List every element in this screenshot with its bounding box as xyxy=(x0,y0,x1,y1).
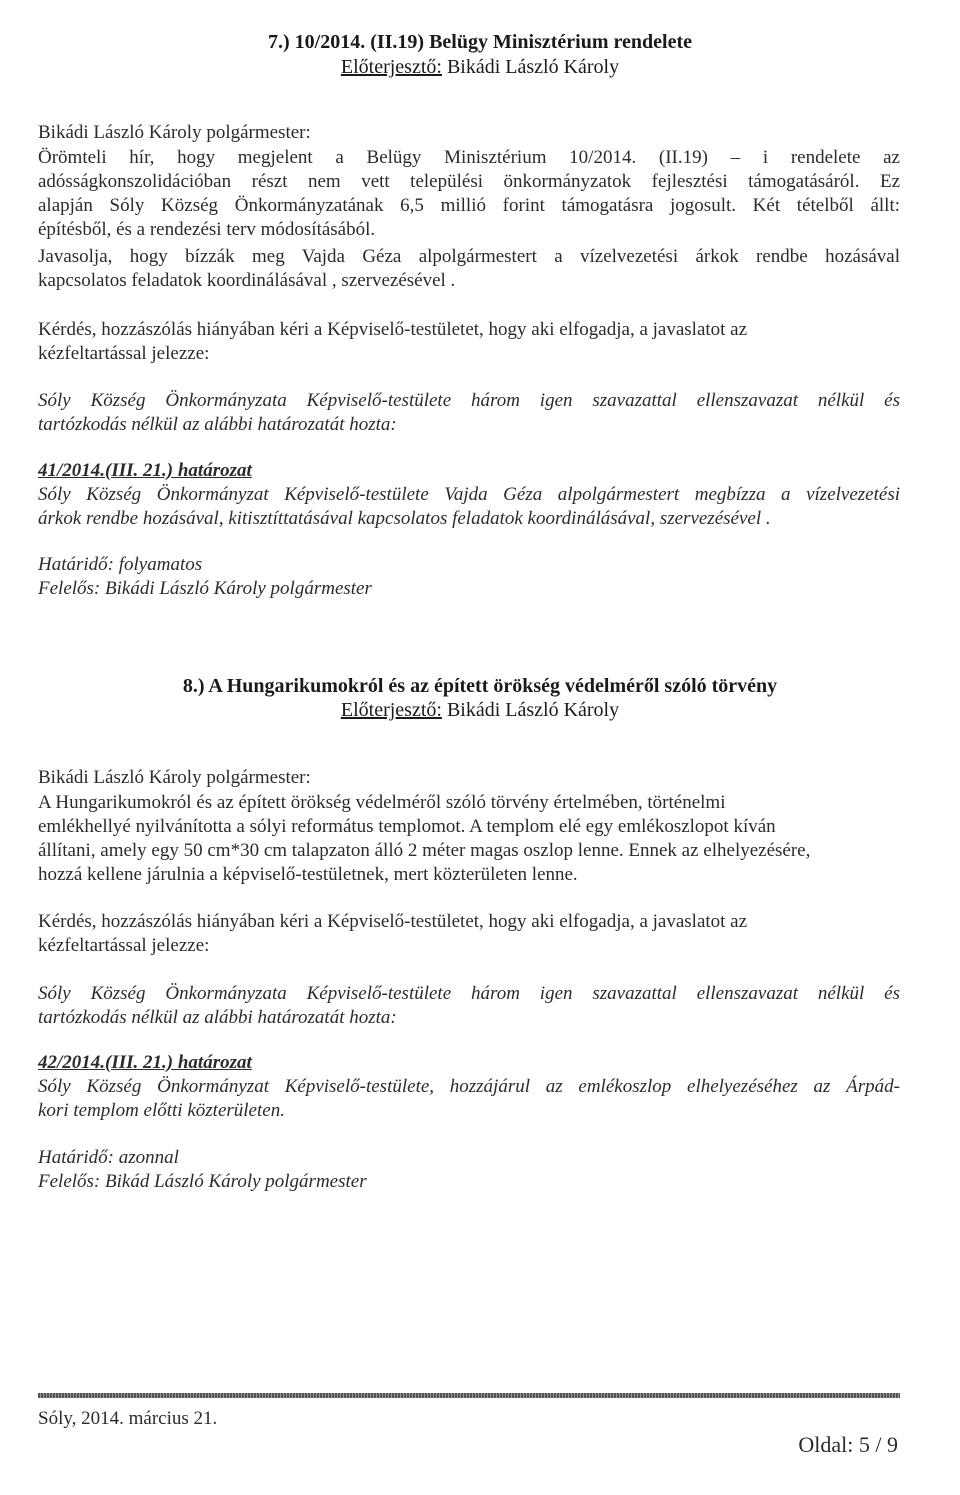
section7-para1-line: adósságkonszolidációban részt nem vett települési önkormányzatok fejlesztési támogatásáról. Ez xyxy=(38,171,900,192)
section8-vote-line: tartózkodás nélkül az alábbi határozatát hozta: xyxy=(38,1007,397,1028)
section7-presenter xyxy=(0,55,960,79)
footer-divider xyxy=(38,1393,900,1398)
section7-speaker: Bikádi László Károly polgármester: xyxy=(38,122,311,143)
section7-para1-line: Örömteli hír, hogy megjelent a Belügy Minisztérium 10/2014. (II.19) – i rendelete az xyxy=(38,147,900,168)
page-number: Oldal: 5 / 9 xyxy=(798,1432,898,1457)
section7-title: 7.) 10/2014. (II.19) Belügy Minisztérium rendelete xyxy=(267,31,692,53)
section7-para2-line: Javasolja, hogy bízzák meg Vajda Géza alpolgármestert a vízelvezetési árkok rendbe hozásával xyxy=(38,246,900,267)
section8-speaker: Bikádi László Károly polgármester: xyxy=(38,767,311,788)
section8-para1-line: emlékhellyé nyilvánította a sólyi református templomot. A templom elé egy emlékoszlopot kíván xyxy=(38,816,776,837)
section8-presenter xyxy=(0,698,960,722)
section7-question-line: kézfeltartással jelezze: xyxy=(38,343,210,364)
section7-question-line: Kérdés, hozzászólás hiányában kéri a Képviselő-testületet, hogy aki elfogadja, a javaslatot az xyxy=(38,319,748,340)
section7-para1-line: alapján Sóly Község Önkormányzatának 6,5 millió forint támogatásra jogosult. Két tételből állt: xyxy=(38,195,900,216)
section8-presenter-label: Előterjesztő: xyxy=(340,699,442,721)
footer-date: Sóly, 2014. március 21. xyxy=(38,1408,218,1429)
section7-para1-line: építésből, és a rendezési terv módosításából. xyxy=(38,219,376,240)
section8-resolution-line: Sóly Község Önkormányzat Képviselő-testülete, hozzájárul az emlékoszlop elhelyezéséhez az Árpád- xyxy=(38,1076,900,1097)
section8-responsible: Felelős: Bikád László Károly polgármester xyxy=(38,1171,367,1192)
section8-deadline: Határidő: azonnal xyxy=(38,1147,179,1168)
section7-vote-line: tartózkodás nélkül az alábbi határozatát hozta: xyxy=(38,414,397,435)
section7-presenter-label: Előterjesztő: xyxy=(340,56,442,78)
section7-resolution-line: Sóly Község Önkormányzat Képviselő-testülete Vajda Géza alpolgármestert megbízza a vízelvezetési xyxy=(38,484,900,505)
section8-question-line: kézfeltartással jelezze: xyxy=(38,935,210,956)
section7-deadline: Határidő: folyamatos xyxy=(38,554,203,575)
section7-resolution-line: árkok rendbe hozásával, kitisztíttatásával kapcsolatos feladatok koordinálásával, szervezésével . xyxy=(38,508,771,529)
section7-resolution-title: 41/2014.(III. 21.) határozat xyxy=(38,460,252,481)
section7-vote-line: Sóly Község Önkormányzata Képviselő-testülete három igen szavazattal ellenszavazat nélkül és xyxy=(38,390,900,411)
section8-vote-line: Sóly Község Önkormányzata Képviselő-testülete három igen szavazattal ellenszavazat nélkül és xyxy=(38,983,900,1004)
section8-presenter-name: Bikádi László Károly xyxy=(441,699,620,721)
section7-responsible: Felelős: Bikádi László Károly polgármester xyxy=(38,578,372,599)
section8-question-line: Kérdés, hozzászólás hiányában kéri a Képviselő-testületet, hogy aki elfogadja, a javaslatot az xyxy=(38,911,748,932)
section7-presenter-name: Bikádi László Károly xyxy=(441,56,620,78)
section8-resolution-line: kori templom előtti közterületen. xyxy=(38,1100,285,1121)
section8-resolution-title: 42/2014.(III. 21.) határozat xyxy=(38,1052,252,1073)
section7-para2-line: kapcsolatos feladatok koordinálásával , szervezésével . xyxy=(38,270,456,291)
section8-title: 8.) A Hungarikumokról és az épített örökség védelméről szóló törvény xyxy=(182,675,778,697)
section8-para1-line: A Hungarikumokról és az épített örökség védelméről szóló törvény értelmében, történelmi xyxy=(38,792,726,813)
section8-para1-line: hozzá kellene járulnia a képviselő-testületnek, mert közterületen lenne. xyxy=(38,864,578,885)
section8-para1-line: állítani, amely egy 50 cm*30 cm talapzaton álló 2 méter magas oszlop lenne. Ennek az elhelyezésére, xyxy=(38,840,811,861)
